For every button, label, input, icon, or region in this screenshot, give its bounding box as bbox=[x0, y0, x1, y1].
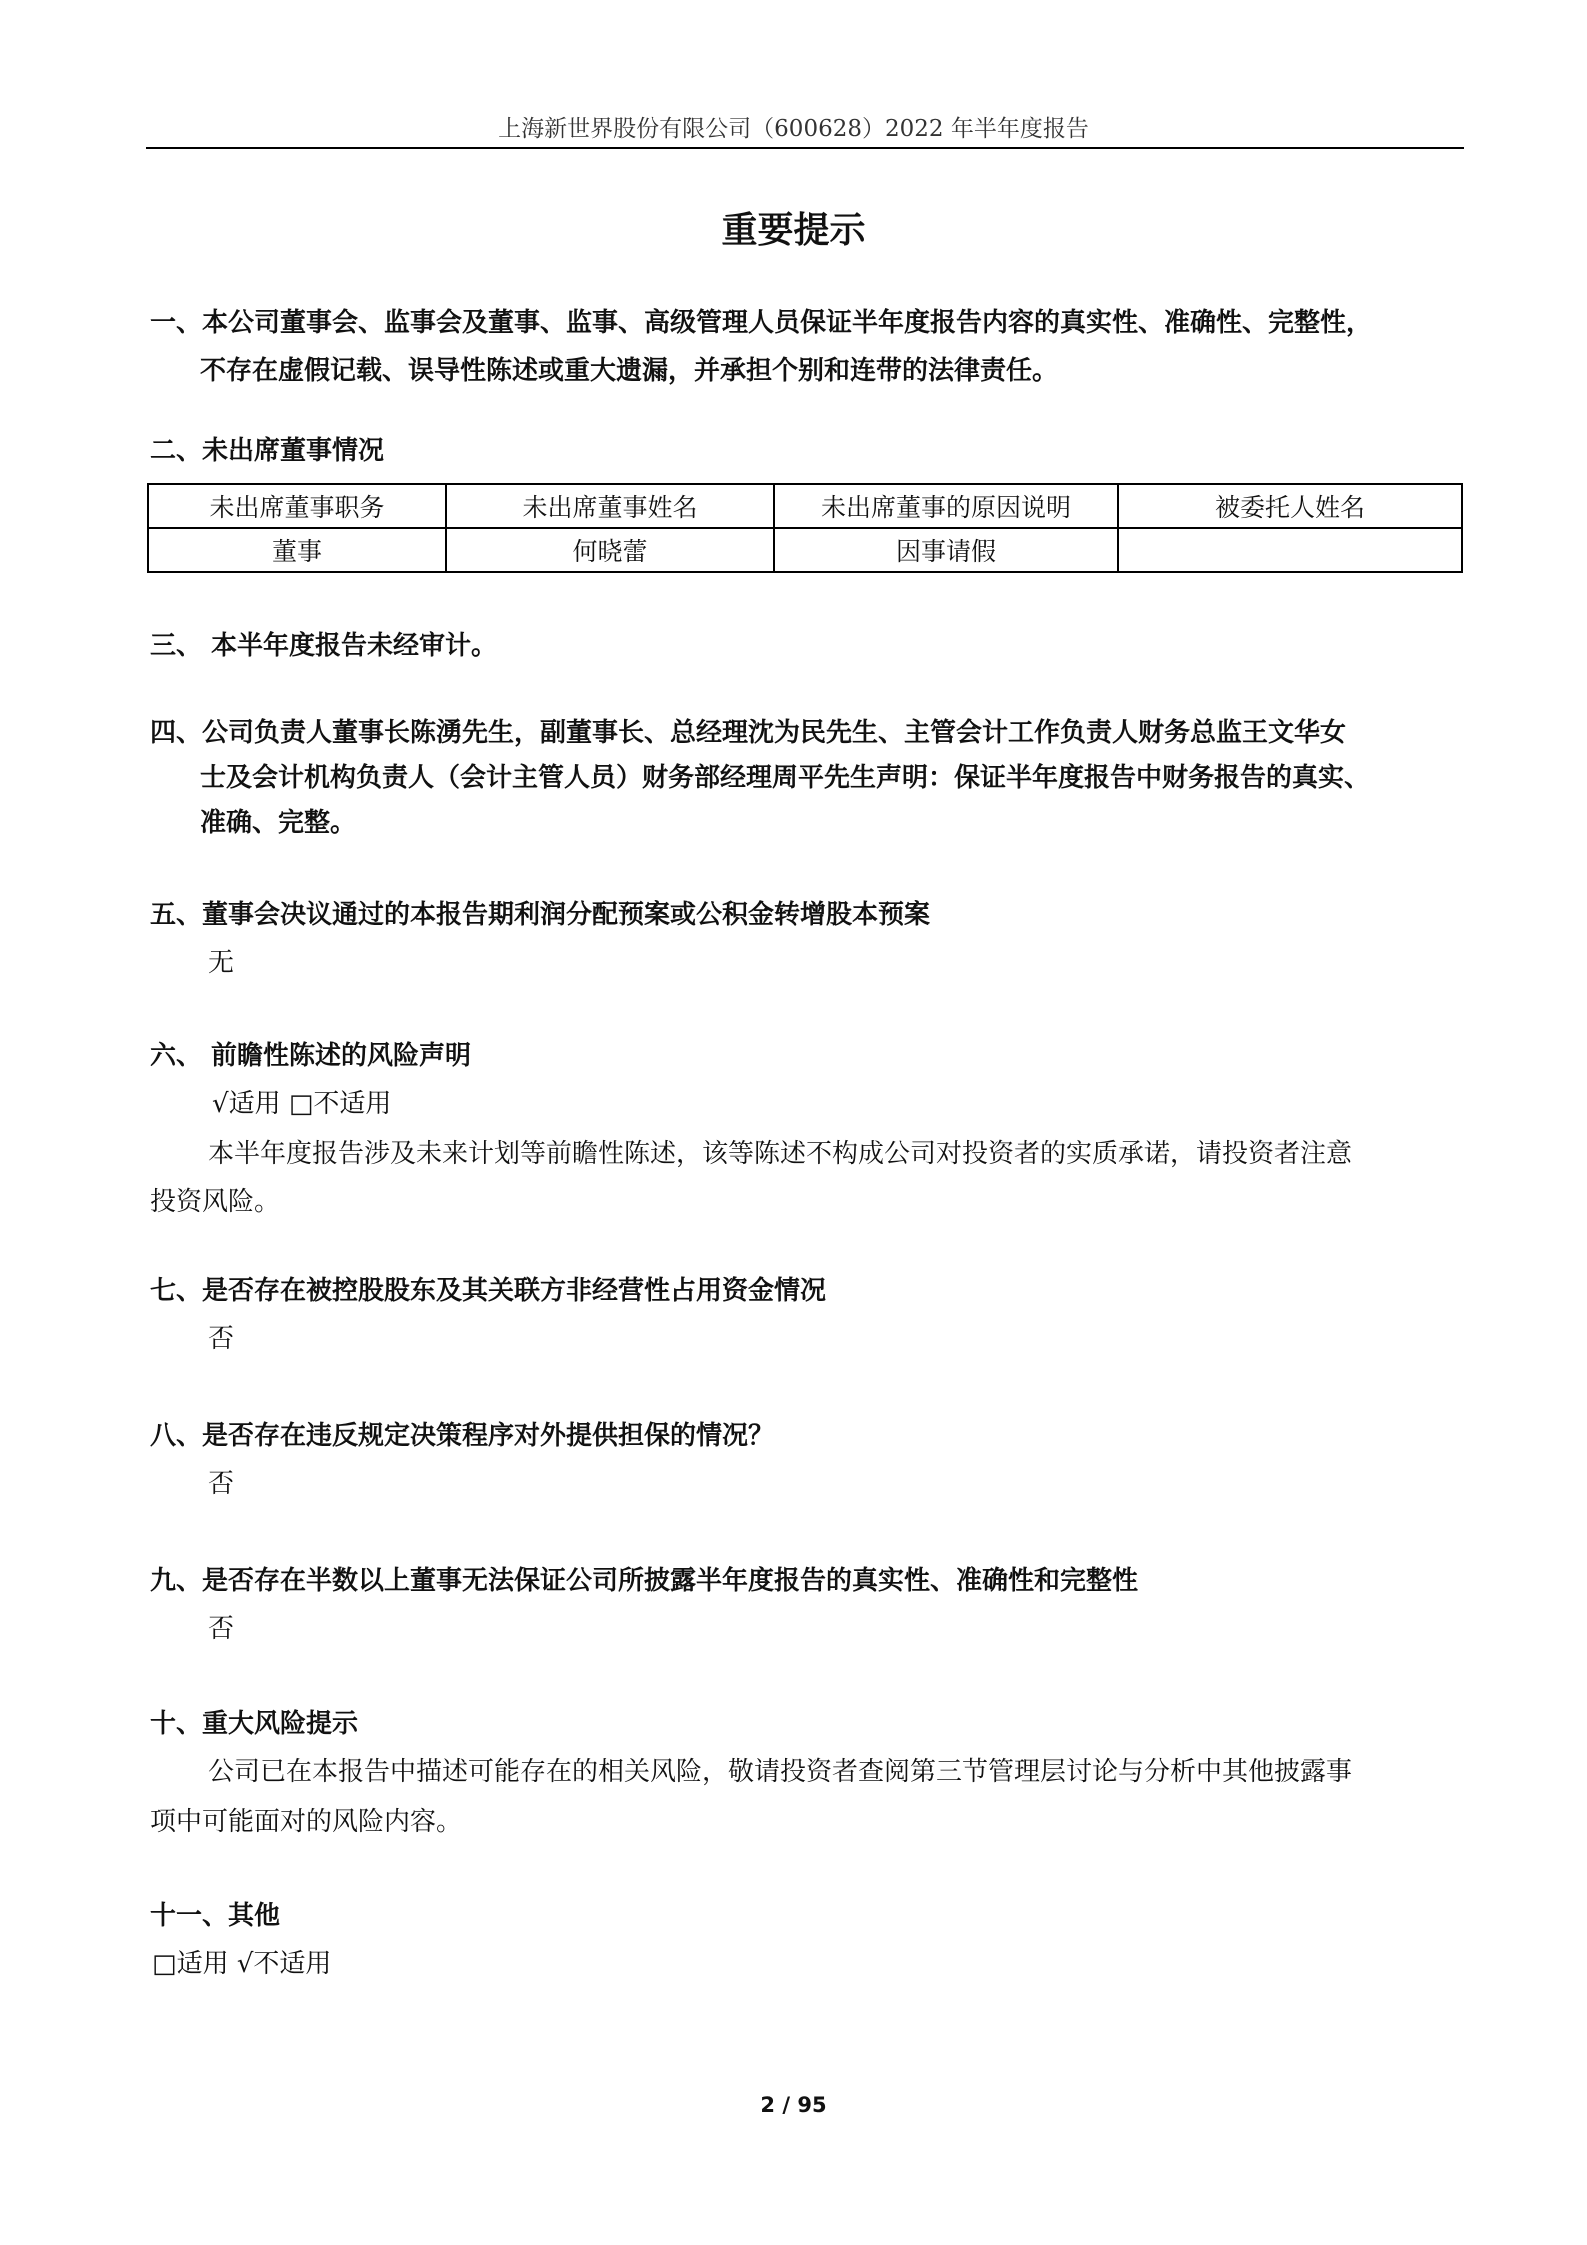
section-4-line3: 准确、完整。 bbox=[200, 808, 357, 838]
section-1-heading-line1: 一、本公司董事会、监事会及董事、监事、高级管理人员保证半年度报告内容的真实性、准确性、完整性， bbox=[150, 308, 1373, 338]
table-header-cell: 未出席董事姓名 bbox=[446, 484, 774, 528]
section-6-heading: 六、 前瞻性陈述的风险声明 bbox=[150, 1041, 472, 1071]
section-11-heading: 十一、其他 bbox=[150, 1901, 281, 1931]
section-7-heading: 七、是否存在被控股股东及其关联方非经营性占用资金情况 bbox=[150, 1276, 827, 1306]
section-10-body-line2: 项中可能面对的风险内容。 bbox=[150, 1807, 463, 1837]
absent-directors-table bbox=[147, 483, 1463, 573]
header-divider bbox=[146, 147, 1464, 149]
page-title: 重要提示 bbox=[721, 210, 866, 251]
section-9-heading: 九、是否存在半数以上董事无法保证公司所披露半年度报告的真实性、准确性和完整性 bbox=[150, 1566, 1139, 1596]
section-5-body: 无 bbox=[208, 948, 235, 978]
section-8-heading: 八、是否存在违反规定决策程序对外提供担保的情况？ bbox=[150, 1421, 775, 1451]
section-3-heading: 三、 本半年度报告未经审计。 bbox=[150, 631, 498, 661]
table-header-cell: 未出席董事的原因说明 bbox=[774, 484, 1118, 528]
section-1-heading-line2: 不存在虚假记载、误导性陈述或重大遗漏，并承担个别和连带的法律责任。 bbox=[200, 356, 1059, 386]
section-5-heading: 五、董事会决议通过的本报告期利润分配预案或公积金转增股本预案 bbox=[150, 900, 931, 930]
section-6-body-line1: 本半年度报告涉及未来计划等前瞻性陈述，该等陈述不构成公司对投资者的实质承诺，请投资者注意 bbox=[208, 1139, 1353, 1169]
table-cell bbox=[1118, 528, 1462, 572]
section-7-body: 否 bbox=[208, 1324, 235, 1354]
section-10-heading: 十、重大风险提示 bbox=[150, 1709, 359, 1739]
table-header-cell: 未出席董事职务 bbox=[148, 484, 446, 528]
section-4-line1: 四、公司负责人董事长陈湧先生，副董事长、总经理沈为民先生、主管会计工作负责人财务总监王文华女 bbox=[150, 718, 1347, 748]
section-6-body-line2: 投资风险。 bbox=[150, 1187, 281, 1217]
section-8-body: 否 bbox=[208, 1469, 235, 1499]
section-2-heading: 二、未出席董事情况 bbox=[150, 436, 385, 466]
table-header-row bbox=[148, 484, 1462, 528]
section-4-line2: 士及会计机构负责人（会计主管人员）财务部经理周平先生声明：保证半年度报告中财务报告的真实、 bbox=[200, 763, 1371, 793]
table-row bbox=[148, 528, 1462, 572]
table-cell: 因事请假 bbox=[774, 528, 1118, 572]
table-cell: 董事 bbox=[148, 528, 446, 572]
section-9-body: 否 bbox=[208, 1614, 235, 1644]
section-6-options: √适用 □不适用 bbox=[212, 1089, 392, 1119]
table-cell: 何晓蕾 bbox=[446, 528, 774, 572]
section-11-options: □适用 √不适用 bbox=[152, 1949, 332, 1979]
report-header: 上海新世界股份有限公司（600628）2022 年半年度报告 bbox=[498, 116, 1089, 142]
table-header-cell: 被委托人姓名 bbox=[1118, 484, 1462, 528]
page-number: 2 / 95 bbox=[760, 2093, 827, 2117]
section-10-body-line1: 公司已在本报告中描述可能存在的相关风险，敬请投资者查阅第三节管理层讨论与分析中其他披露事 bbox=[208, 1757, 1353, 1787]
